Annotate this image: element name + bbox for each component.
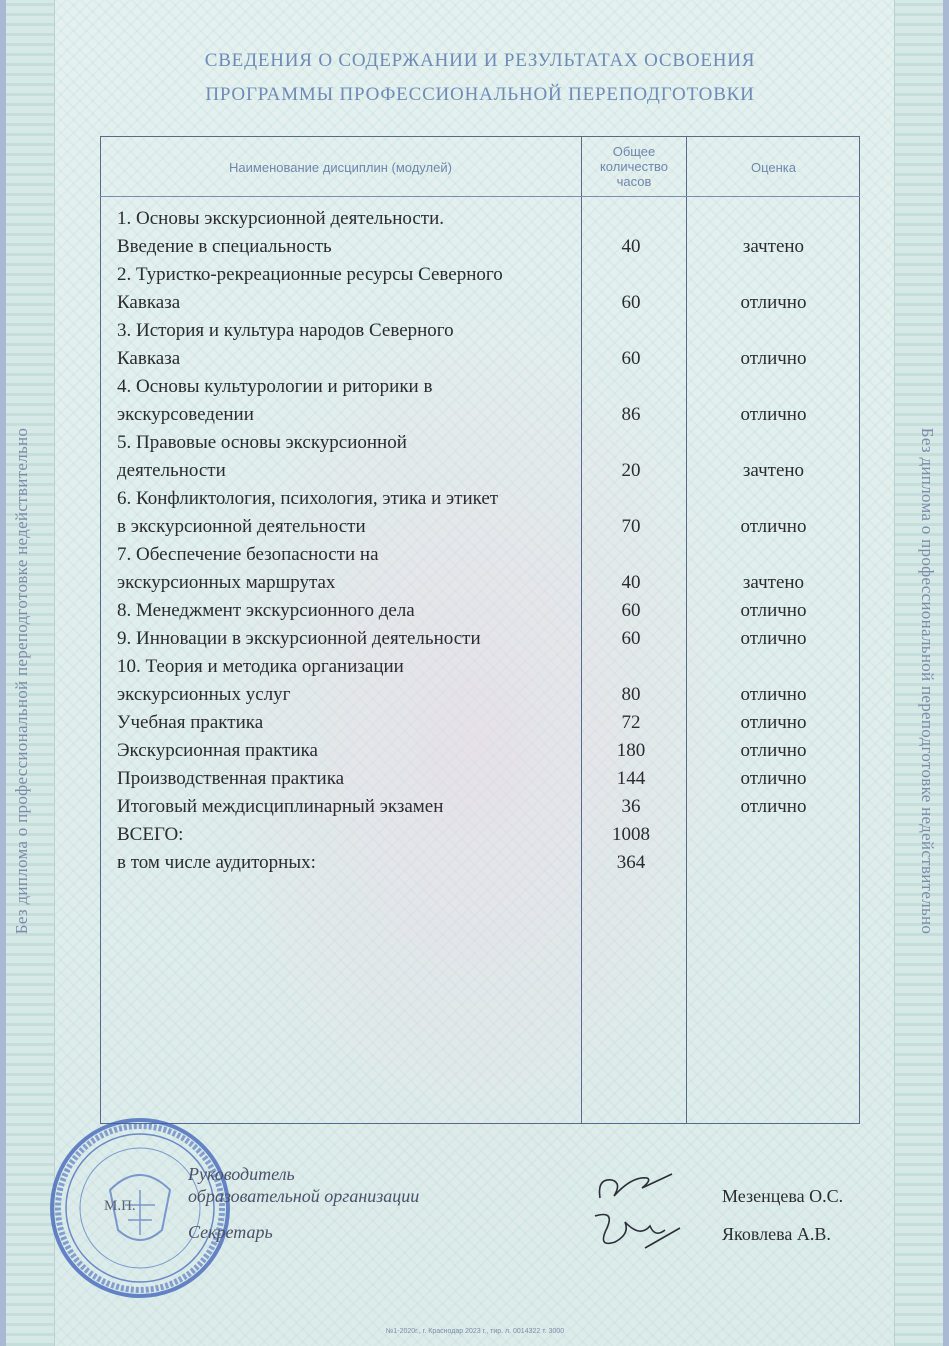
discipline-name (117, 205, 577, 261)
discipline-name (117, 485, 577, 541)
hours-value: 40 (621, 236, 641, 257)
table-row (117, 737, 857, 765)
table-row (117, 317, 857, 373)
discipline-name-line: Кавказа (117, 348, 181, 369)
discipline-name (117, 765, 577, 793)
discipline-name (117, 373, 577, 429)
discipline-name (117, 709, 577, 737)
discipline-name-line: экскурсионных маршрутах (117, 572, 336, 593)
hours-value: 60 (621, 292, 641, 313)
discipline-name-line: 8. Менеджмент экскурсионного дела (117, 600, 415, 621)
grade-value: зачтено (742, 572, 805, 593)
header-total-hours (582, 144, 686, 189)
print-footnote: №1-2020г., г. Краснодар 2023 г., тир. л. 0014322 т. 3000 (385, 1328, 565, 1335)
page-title-line2: ПРОГРАММЫ ПРОФЕССИОНАЛЬНОЙ ПЕРЕПОДГОТОВКИ (205, 84, 755, 105)
stamp-place-label: М.П. (104, 1198, 136, 1214)
discipline-name-line: Введение в специальность (117, 236, 332, 257)
discipline-name-line: 10. Теория и методика организации (117, 656, 404, 677)
discipline-name (117, 625, 577, 653)
grade-value: отлично (740, 712, 807, 733)
discipline-name (117, 597, 577, 625)
discipline-name (117, 793, 577, 821)
discipline-name (117, 261, 577, 317)
hours-value: 364 (616, 852, 646, 873)
hours-value: 1008 (612, 824, 650, 845)
hours-value: 80 (621, 684, 641, 705)
table-row (117, 541, 857, 597)
discipline-name-line: 5. Правовые основы экскурсионной (117, 432, 407, 453)
discipline-name (117, 849, 577, 877)
grade-value: отлично (740, 348, 807, 369)
head-name: Мезенцева О.С. (722, 1186, 844, 1206)
table-row (117, 261, 857, 317)
table-row (117, 373, 857, 429)
table-row (117, 625, 857, 653)
signature-icon (585, 1208, 685, 1258)
discipline-name-line: в экскурсионной деятельности (117, 516, 366, 537)
table-header-divider (100, 196, 860, 197)
discipline-name-line: ВСЕГО: (117, 824, 184, 845)
discipline-name (117, 429, 577, 485)
discipline-name-line: экскурсоведении (117, 404, 254, 425)
discipline-name-line: в том числе аудиторных: (117, 852, 316, 873)
discipline-name-line: деятельности (117, 460, 226, 481)
discipline-name (117, 317, 577, 373)
hours-value: 72 (621, 712, 641, 733)
header-discipline-name: Наименование дисциплин (модулей) (229, 160, 452, 175)
table-row (117, 709, 857, 737)
grade-value: отлично (740, 292, 807, 313)
hours-value: 60 (621, 348, 641, 369)
header-hours-line: количество (599, 159, 669, 174)
grade-value: отлично (740, 768, 807, 789)
table-row (117, 485, 857, 541)
hours-value: 180 (616, 740, 646, 761)
grade-value: отлично (740, 740, 807, 761)
grade-value: отлично (740, 516, 807, 537)
table-row (117, 765, 857, 793)
table-row (117, 597, 857, 625)
page-title-line1: СВЕДЕНИЯ О СОДЕРЖАНИИ И РЕЗУЛЬТАТАХ ОСВОЕНИЯ (204, 50, 756, 71)
table-row (117, 849, 857, 877)
table-row (117, 653, 857, 709)
discipline-name-line: Экскурсионная практика (117, 740, 318, 761)
signature-icon (592, 1168, 682, 1208)
head-of-organization-label-cont: образовательной организации (188, 1186, 420, 1206)
grade-value: отлично (740, 684, 807, 705)
discipline-name-line: Итоговый междисциплинарный экзамен (117, 796, 444, 817)
discipline-name-line: 1. Основы экскурсионной деятельности. (117, 208, 444, 229)
side-text-right: Без диплома о профессиональной переподготовке недействительно (918, 427, 937, 935)
discipline-name (117, 541, 577, 597)
grade-value: отлично (740, 796, 807, 817)
head-of-organization-label: Руководитель (188, 1164, 295, 1184)
header-grade: Оценка (750, 160, 797, 175)
discipline-name-line: экскурсионных услуг (117, 684, 291, 705)
table-row (117, 821, 857, 849)
grade-value: зачтено (742, 236, 805, 257)
discipline-name-line: 4. Основы культурологии и риторики в (117, 376, 433, 397)
table-row (117, 793, 857, 821)
hours-value: 20 (621, 460, 641, 481)
header-hours-line: Общее (612, 144, 656, 159)
secretary-label: Секретарь (188, 1222, 273, 1242)
side-text-left: Без диплома о профессиональной переподготовке недействительно (12, 427, 31, 935)
hours-value: 86 (621, 404, 641, 425)
discipline-name-line: Производственная практика (117, 768, 345, 789)
secretary-name: Яковлева А.В. (722, 1224, 831, 1244)
discipline-name-line: 6. Конфликтология, психология, этика и этикет (117, 488, 499, 509)
discipline-name (117, 653, 577, 709)
table-row (117, 205, 857, 261)
discipline-name-line: 2. Туристко-рекреационные ресурсы Северного (117, 264, 503, 285)
hours-value: 60 (621, 628, 641, 649)
discipline-name (117, 737, 577, 765)
header-hours-line: часов (616, 174, 652, 189)
grade-value: отлично (740, 628, 807, 649)
discipline-name-line: 7. Обеспечение безопасности на (117, 544, 379, 565)
discipline-name-line: 3. История и культура народов Северного (117, 320, 454, 341)
discipline-name (117, 821, 577, 849)
discipline-name-line: Кавказа (117, 292, 181, 313)
hours-value: 36 (621, 796, 641, 817)
table-body (117, 205, 857, 877)
grade-value: отлично (740, 404, 807, 425)
hours-value: 60 (621, 600, 641, 621)
hours-value: 70 (621, 516, 641, 537)
discipline-name-line: Учебная практика (117, 712, 264, 733)
hours-value: 40 (621, 572, 641, 593)
discipline-name-line: 9. Инновации в экскурсионной деятельности (117, 628, 481, 649)
grade-value: зачтено (742, 460, 805, 481)
hours-value: 144 (616, 768, 646, 789)
grade-value: отлично (740, 600, 807, 621)
table-row (117, 429, 857, 485)
